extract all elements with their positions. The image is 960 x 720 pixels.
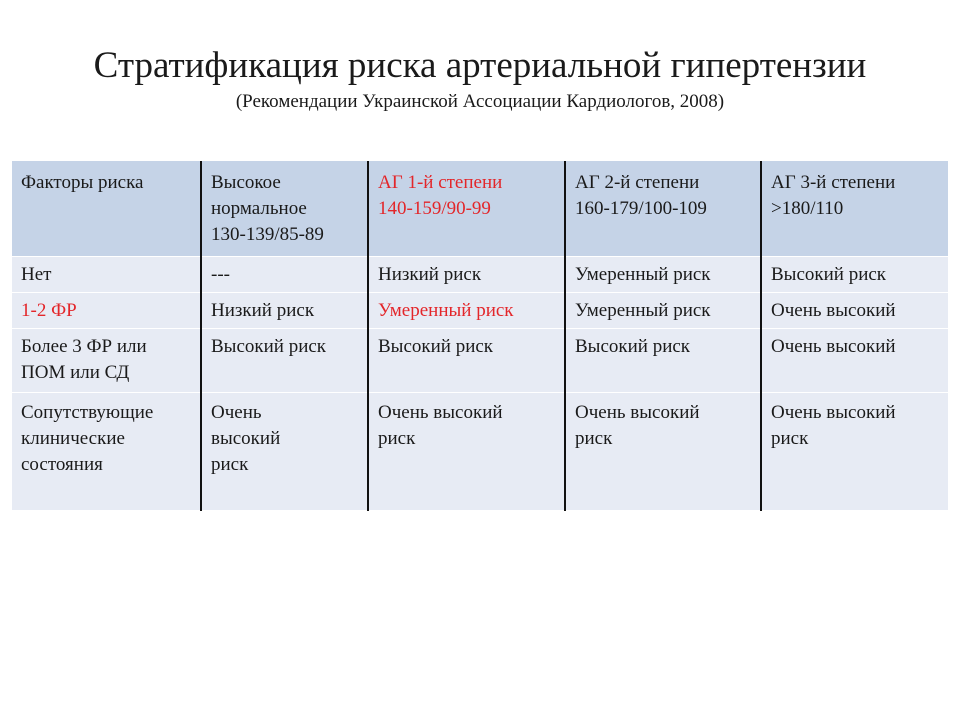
table-cell [761, 293, 948, 329]
row-label-cell [12, 257, 201, 293]
header-cell-ag-grade-3 [761, 161, 948, 257]
cell-text-line: риск [575, 428, 613, 449]
cell-text-line: Сопутствующие [21, 402, 154, 423]
cell-text-line: АГ 2-й степени [575, 172, 700, 193]
slide-title: Стратификация риска артериальной гипертензии [93, 45, 867, 86]
header-cell-ag-grade-2 [565, 161, 761, 257]
table-cell [201, 329, 368, 393]
cell-text-line: нормальное [211, 198, 307, 219]
table-cell [565, 329, 761, 393]
table-cell [565, 257, 761, 293]
slide-subtitle: (Рекомендации Украинской Ассоциации Кардиологов, 2008) [235, 91, 725, 112]
table-cell [368, 329, 565, 393]
table-cell [761, 393, 948, 511]
table-row [12, 257, 948, 293]
cell-text-line: 160-179/100-109 [575, 198, 707, 219]
table-cell [201, 257, 368, 293]
table-cell [761, 257, 948, 293]
cell-text-line: 1-2 ФР [21, 300, 77, 321]
cell-text-line: Очень [211, 402, 262, 423]
table-row [12, 293, 948, 329]
cell-text-line: Очень высокий [378, 402, 503, 423]
table-cell [201, 293, 368, 329]
cell-text-line: риск [211, 454, 249, 475]
header-cell-high-normal [201, 161, 368, 257]
cell-text-line: АГ 3-й степени [771, 172, 896, 193]
risk-stratification-table [12, 161, 948, 511]
cell-text-line: >180/110 [771, 198, 844, 219]
cell-text-line: Очень высокий [575, 402, 700, 423]
cell-text-line: Низкий риск [378, 264, 482, 285]
table-cell [201, 393, 368, 511]
cell-text-line: ПОМ или СД [21, 362, 130, 383]
cell-text-line: Высокое [211, 172, 281, 193]
cell-text-line: Умеренный риск [575, 300, 711, 321]
cell-text-line: риск [378, 428, 416, 449]
header-cell-risk-factors [12, 161, 201, 257]
cell-text-line: 130-139/85-89 [211, 224, 324, 245]
cell-text-line: Умеренный риск [575, 264, 711, 285]
cell-text-line: риск [771, 428, 809, 449]
cell-text-line: Очень высокий [771, 336, 896, 357]
table-header-row [12, 161, 948, 257]
row-label-cell [12, 329, 201, 393]
cell-text-line: Высокий риск [771, 264, 887, 285]
cell-text-line: высокий [211, 428, 281, 449]
cell-text-line: Низкий риск [211, 300, 315, 321]
cell-text-line: клинические [21, 428, 125, 449]
table-row [12, 393, 948, 511]
cell-text-line: 140-159/90-99 [378, 198, 491, 219]
cell-text-line: Высокий риск [211, 336, 327, 357]
table-cell [565, 393, 761, 511]
cell-text-line: Более 3 ФР или [21, 336, 147, 357]
table-cell [368, 393, 565, 511]
cell-text-line: состояния [21, 454, 103, 475]
table-cell [761, 329, 948, 393]
cell-text-line: Очень высокий [771, 300, 896, 321]
header-cell-ag-grade-1 [368, 161, 565, 257]
cell-text-line: Нет [21, 264, 52, 285]
cell-text-line: --- [211, 264, 230, 285]
table-cell [368, 293, 565, 329]
row-label-cell [12, 393, 201, 511]
cell-text-line: Высокий риск [378, 336, 494, 357]
table-row [12, 329, 948, 393]
cell-text-line: Очень высокий [771, 402, 896, 423]
row-label-cell [12, 293, 201, 329]
cell-text-line: АГ 1-й степени [378, 172, 503, 193]
table-cell [565, 293, 761, 329]
table-cell [368, 257, 565, 293]
cell-text-line: Высокий риск [575, 336, 691, 357]
cell-text-line: Умеренный риск [378, 300, 514, 321]
cell-text-line: Факторы риска [21, 172, 144, 193]
